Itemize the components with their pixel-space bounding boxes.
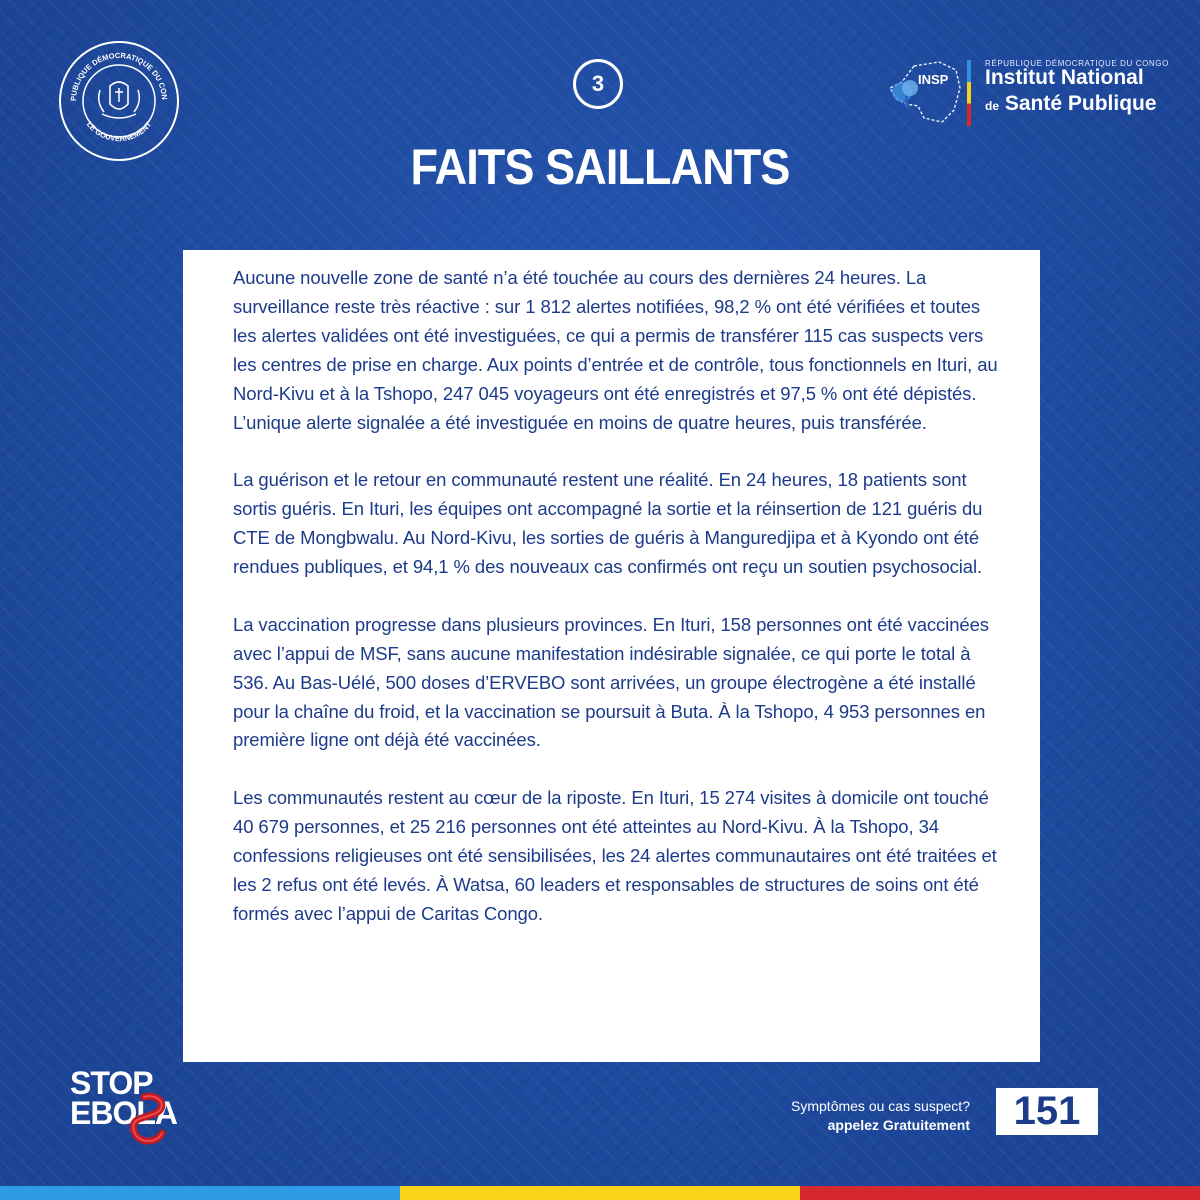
page-number-badge [573, 59, 623, 109]
hotline-number: 151 [1013, 1089, 1081, 1133]
content-card [183, 250, 1040, 1062]
hotline-text [791, 1097, 970, 1135]
page-number: 3 [591, 71, 605, 96]
drc-map-icon [884, 58, 964, 128]
stop-ebola-logo [70, 1065, 210, 1165]
insp-logo-text: INSP [918, 72, 949, 87]
svg-text:RÉPUBLIQUE DÉMOCRATIQUE DU CON [58, 40, 169, 101]
paragraph-guerison: La guérison et le retour en communauté restent une réalité. En 24 heures, 18 patients sont sortis guéris. En Ituri, les équipes ont accompagné la sortie et la réinsertion de 121 guéris du CTE de Mongbwalu. Au Nord-Kivu, les sorties de guéris à Manguredjipa et à Kyondo ont été rendues publiques, et 94,1 % des nouveaux cas confirmés ont reçu un soutien psychosocial. [233, 469, 983, 578]
insp-color-bar [967, 60, 971, 126]
flag-blue [0, 1186, 400, 1200]
stop-ebola-line2: EBOLA [70, 1095, 177, 1131]
flag-red [800, 1186, 1200, 1200]
paragraph-communautes: Les communautés restent au cœur de la riposte. En Ituri, 15 274 visites à domicile ont touché 40 679 personnes, et 25 216 personnes ont été atteintes au Nord-Kivu. À la Tshopo, 34 confessions religieuses ont été sensibilisées, les 24 alertes communautaires ont été traitées et les 2 refus ont été levés. À Watsa, 60 leaders et responsables de structures de soins ont été formés avec l’appui de Caritas Congo. [233, 787, 997, 924]
insp-name-line1: Institut National [985, 66, 1144, 89]
hotline-call: appelez Gratuitement [827, 1117, 970, 1133]
hotline-question: Symptômes ou cas suspect? [791, 1098, 970, 1114]
insp-name-line2 [985, 92, 1157, 116]
virus-icon [110, 1083, 180, 1155]
paragraph-surveillance: Aucune nouvelle zone de santé n’a été touchée au cours des dernières 24 heures. La surveillance reste très réactive : sur 1 812 alertes notifiées, 98,2 % ont été vérifiées et toutes les alertes validées ont été investiguées, ce qui a permis de transférer 115 cas suspects vers les centres de prise en charge. Aux points d’entrée et de contrôle, tous fonctionnels en Ituri, au Nord-Kivu et à la Tshopo, 247 045 voyageurs ont été enregistrés et 97,5 % ont été dépistés. L’unique alerte signalée a été investiguée en moins de quatre heures, puis transférée. [233, 267, 998, 433]
paragraph-vaccination: La vaccination progresse dans plusieurs provinces. En Ituri, 158 personnes ont été vaccinées avec l’appui de MSF, sans aucune manifestation indésirable signalée, ce qui porte le total à 536. Au Bas-Uélé, 500 doses d’ERVEBO sont arrivées, un groupe électrogène a été installé pour la chaîne du froid, et la vaccination se poursuit à Buta. À la Tshopo, 4 953 personnes en première ligne ont déjà été vaccinées. [233, 613, 989, 751]
insp-name-main: Santé Publique [1004, 92, 1157, 115]
insp-logo [884, 58, 964, 128]
seal-arc-top: PUBLIQUE DÉMOCRATIQUE DU CON [68, 50, 170, 102]
insp-name-prefix: de [985, 99, 1000, 113]
flag-yellow [400, 1186, 800, 1200]
flag-strip [0, 1186, 1200, 1200]
seal-arc-bottom: LE GOUVERNEMENT [84, 119, 154, 144]
page-title: FAITS SAILLANTS [410, 139, 790, 195]
hotline-number-box [996, 1088, 1098, 1135]
stop-ebola-line1: STOP [70, 1065, 153, 1101]
insp-country: RÉPUBLIQUE DÉMOCRATIQUE DU CONGO [985, 59, 1169, 68]
